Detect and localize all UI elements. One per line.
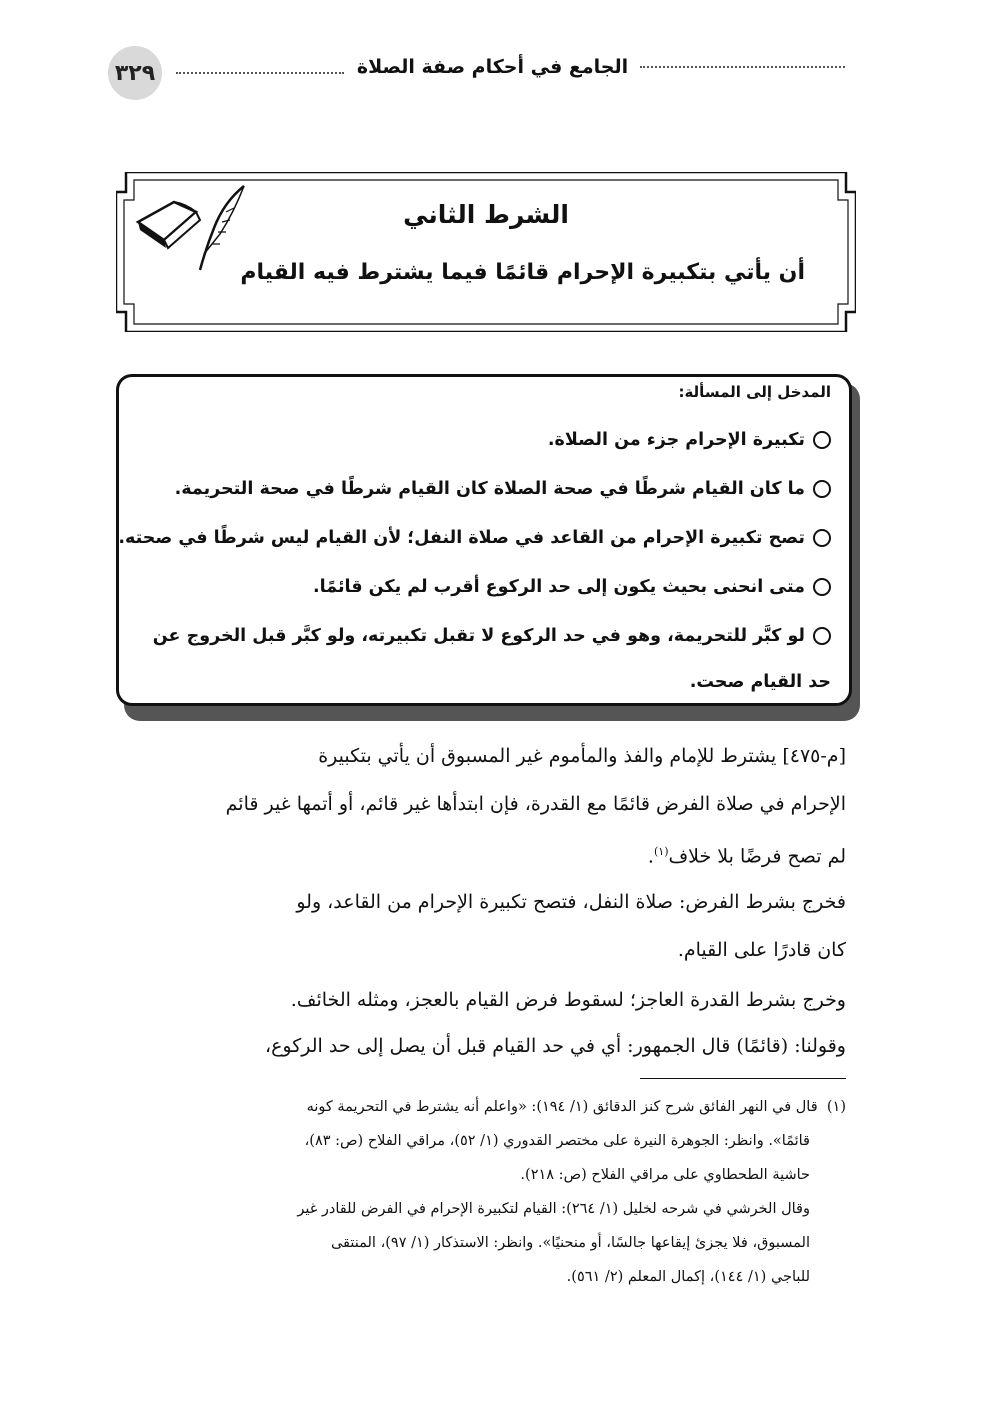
footnote-ref[interactable]: (١) [653,845,669,858]
footnote-line: وقال الخرشي في شرحه لخليل (١/ ٢٦٤): القيام لتكبيرة الإحرام في الفرض للقادر غير [297,1201,810,1217]
intro-box [116,374,852,706]
intro-bullet: ما كان القيام شرطًا في صحة الصلاة كان القيام شرطًا في صحة التحريمة. [131,466,831,512]
body-paragraph-1 [140,732,846,880]
condition-subtitle: أن يأتي بتكبيرة الإحرام قائمًا فيما يشترط فيه القيام [240,260,805,285]
page-number: ٣٢٩ [108,46,162,100]
body-paragraph-4 [140,1022,846,1070]
circle-bullet-icon [813,578,831,596]
intro-bullet: تكبيرة الإحرام جزء من الصلاة. [131,417,831,463]
footnote-line: المسبوق، فلا يجزئ إيقاعها جالسًا، أو منحنيًا». وانظر: الاستذكار (١/ ٩٧)، المنتقى [330,1235,810,1251]
body-line: وخرج بشرط القدرة العاجز؛ لسقوط فرض القيام بالعجز، ومثله الخائف. [290,989,846,1011]
body-line: وقولنا: (قائمًا) قال الجمهور: أي في حد القيام قبل أن يصل إلى حد الركوع، [264,1035,846,1057]
intro-bullet-continuation: حد القيام صحت. [689,672,831,692]
intro-bullet: متى انحنى بحيث يكون إلى حد الركوع أقرب لم يكن قائمًا. [131,564,831,610]
header-dotted-rule-right [640,66,845,68]
condition-title: الشرط الثاني [403,200,569,229]
body-paragraph-2 [140,878,846,974]
footnote-line: حاشية الطحطاوي على مراقي الفلاح (ص: ٢١٨). [520,1167,810,1183]
circle-bullet-icon [813,431,831,449]
footnote [140,1090,846,1294]
body-line: [م-٤٧٥] يشترط للإمام والفذ والمأموم غير المسبوق أن يأتي بتكبيرة [318,745,846,767]
body-line: فخرج بشرط الفرض: صلاة النفل، فتصح تكبيرة الإحرام من القاعد، ولو [296,891,846,913]
intro-heading: المدخل إلى المسألة: [678,383,831,401]
circle-bullet-icon [813,529,831,547]
body-line: الإحرام في صلاة الفرض قائمًا مع القدرة، فإن ابتدأها غير قائم، أو أتمها غير قائم [225,793,846,815]
body-line: لم تصح فرضًا بلا خلاف$^{(١)}$. [647,845,846,868]
body-line: كان قادرًا على القيام. [677,939,846,961]
body-paragraph-3 [140,976,846,1024]
circle-bullet-icon [813,627,831,645]
header-dotted-rule-left [176,72,344,74]
footnote-line: (١) قال في النهر الفائق شرح كنز الدقائق (١/ ١٩٤): «واعلم أنه يشترط في التحريمة كونه [306,1099,846,1115]
footnote-line: قائمًا». وانظر: الجوهرة النيرة على مختصر القدوري (١/ ٥٢)، مراقي الفلاح (ص: ٨٣)، [304,1133,810,1149]
footnote-line: للباجي (١/ ١٤٤)، إكمال المعلم (٢/ ٥٦١). [566,1269,810,1285]
running-title: الجامع في أحكام صفة الصلاة [356,56,629,78]
footnote-separator [640,1078,846,1079]
footnote-marker: (١) [826,1099,846,1115]
intro-bullet: تصح تكبيرة الإحرام من القاعد في صلاة النفل؛ لأن القيام ليس شرطًا في صحته. [131,515,831,561]
intro-bullet: لو كبَّر للتحريمة، وهو في حد الركوع لا تقبل تكبيرته، ولو كبَّر قبل الخروج عن [131,613,831,659]
circle-bullet-icon [813,480,831,498]
